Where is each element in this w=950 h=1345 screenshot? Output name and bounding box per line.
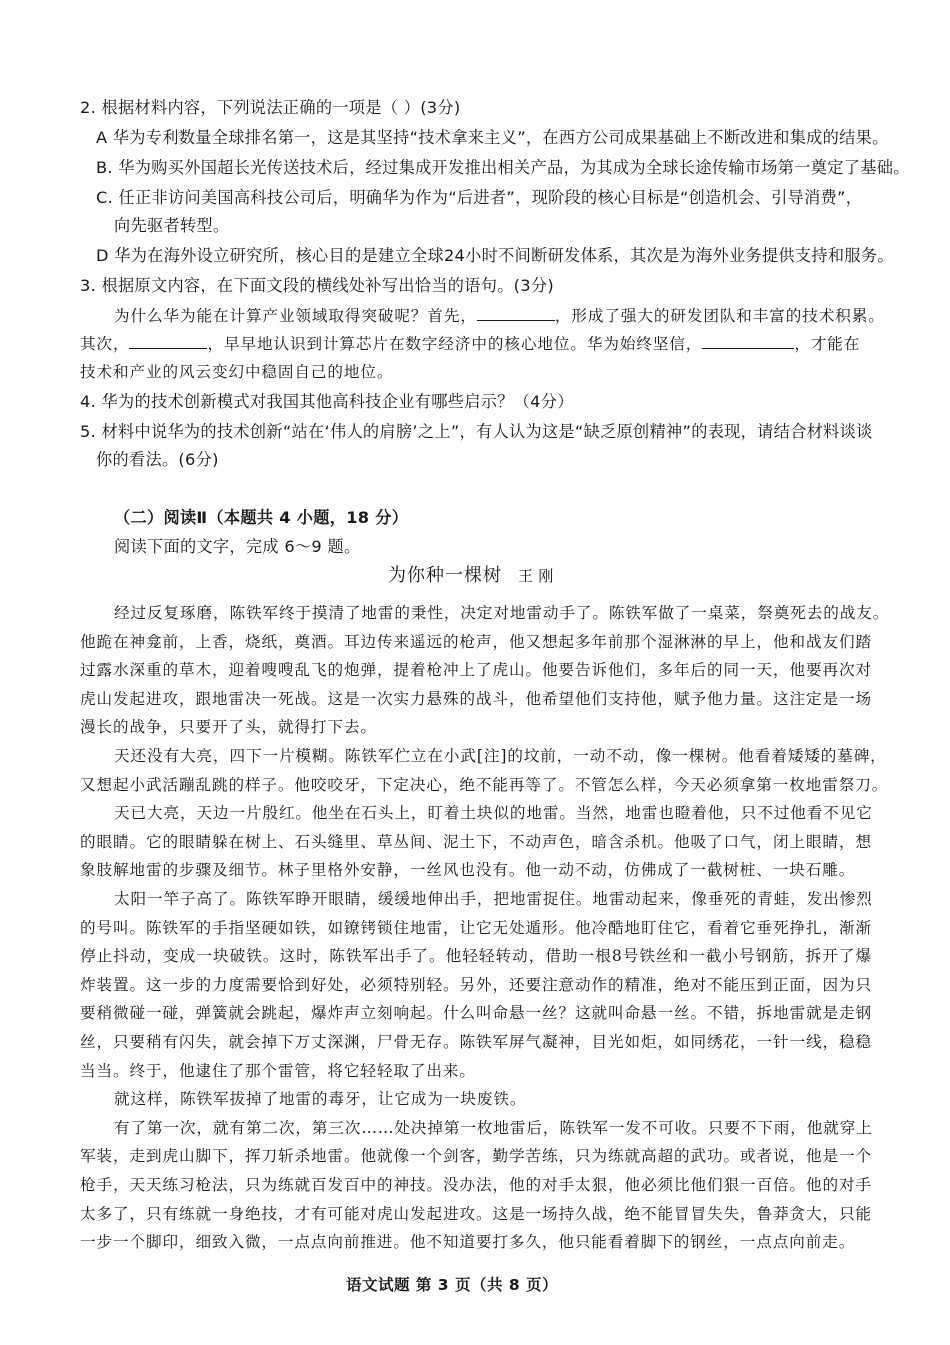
story-line: 枪手，天天练习枪法，只为练就百发百中的神技。没办法，他的对手太狠，他必须比他们狠一百倍。他的对手	[80, 1176, 872, 1194]
q3-text-1a: 为什么华为能在计算产业领域取得突破呢？首先，	[114, 307, 477, 325]
q3-line-3: 技术和产业的风云变幻中稳固自己的地位。	[80, 363, 394, 381]
story-line: 就这样，陈铁军拔掉了地雷的毒牙，让它成为一块废铁。	[114, 1090, 527, 1109]
story-line: 象肢解地雷的步骤及细节。林子里格外安静，一丝风也没有。他一动不动，仿佛成了一截树桩、一块石雕。	[80, 861, 856, 880]
story-line: 一步一个脚印，细致入微，一点点向前推进。他不知道要打多久，他只能看着脚下的钢丝，一点点向前走。	[80, 1233, 856, 1252]
q3-stem: 3. 根据原文内容，在下面文段的横线处补写出恰当的语句。(3分)	[80, 276, 554, 295]
q3-line-2	[80, 334, 860, 354]
story-line: 太阳一竿子高了。陈铁军睁开眼睛，缓缓地伸出手，把地雷捉住。地雷动起来，像垂死的青蛙，发出惨烈	[114, 890, 873, 908]
q2-option-c-cont: 向先驱者转型。	[114, 216, 230, 235]
story-line: 天已大亮，天边一片殷红。他坐在石头上，盯着土块似的地雷。当然，地雷也瞪着他，只不过他看不见它	[114, 804, 873, 823]
story-line: 的号叫。陈铁军的手指坚硬如铁，如镣铐锁住地雷，让它无处遁形。他冷酷地盯住它，看着它垂死挣扎，渐渐	[80, 918, 872, 937]
page-footer: 语文试题 第 3 页（共 8 页）	[346, 1276, 559, 1294]
q4-text: 4. 华为的技术创新模式对我国其他高科技企业有哪些启示？（4分）	[80, 392, 574, 411]
story-line: 当当。终于，他逮住了那个雷管，将它轻轻取了出来。	[80, 1061, 476, 1080]
story-line: 的眼睛。它的眼睛躲在树上、石头缝里、草丛间、泥土下，不动声色，暗含杀机。他吸了口气，闭上眼睛，想	[80, 832, 872, 851]
q2-option-c: C. 任正非访问美国高科技公司后，明确华为作为“后进者”，现阶段的核心目标是“创造机会、引导消费”，	[96, 188, 863, 207]
story-line: 又想起小武活蹦乱跳的样子。他咬咬牙，下定决心，绝不能再等了。不管怎么样，今天必须拿第一枚地雷祭刀。	[80, 775, 889, 794]
q5-line-1: 5. 材料中说华为的技术创新“站在‘伟人的肩膀’之上”，有人认为这是“缺乏原创精神”的表现，请结合材料谈谈	[80, 422, 873, 441]
story-title: 为你种一棵树	[388, 565, 502, 586]
q2-stem: 2. 根据材料内容，下列说法正确的一项是（ ）(3分)	[80, 98, 461, 117]
story-line: 过露水深重的草木，迎着嗖嗖乱飞的炮弹，提着枪冲上了虎山。他要告诉他们，多年后的同一天，他要再次对	[80, 661, 872, 680]
story-author: 王 刚	[518, 567, 554, 585]
story-line: 有了第一次，就有第二次，第三次……处决掉第一枚地雷后，陈铁军一发不可收。只要不下雨，他就穿上	[114, 1118, 873, 1137]
q3-blank-2[interactable]	[129, 334, 207, 349]
q3-line-1	[114, 306, 885, 326]
q3-text-2c: ，才能在	[794, 335, 861, 353]
q2-option-a: A 华为专利数量全球排名第一，这是其坚持“技术拿来主义”，在西方公司成果基础上不断改进和集成的结果。	[96, 128, 889, 147]
q3-blank-3[interactable]	[702, 334, 794, 349]
q2-option-b: B. 华为购买外国超长光传送技术后，经过集成开发推出相关产品，为其成为全球长途传输市场第一奠定了基础。	[96, 158, 910, 177]
story-line: 经过反复琢磨，陈铁军终于摸清了地雷的秉性，决定对地雷动手了。陈铁军做了一桌菜，祭奠死去的战友。	[114, 604, 890, 622]
q3-text-2b: ，早早地认识到计算芯片在数字经济中的核心地位。华为始终坚信，	[207, 335, 703, 353]
story-line: 虎山发起进攻，跟地雷决一死战。这是一次实力悬殊的战斗，他希望他们支持他，赋予他力量。这注定是一场	[80, 689, 872, 708]
story-title-line	[388, 566, 554, 586]
q3-text-2a: 其次，	[80, 335, 130, 353]
story-line: 他跪在神龛前，上香，烧纸，奠酒。耳边传来遥远的枪声，他又想起多年前那个湿淋淋的早上，他和战友们踏	[80, 632, 872, 651]
story-line: 天还没有大亮，四下一片模糊。陈铁军伫立在小武[注]的坟前，一动不动，像一棵树。他看着矮矮的墓碑，	[114, 747, 887, 765]
story-line: 炸装置。这一步的力度需要恰到好处，必须特别轻。另外，还要注意动作的精准，绝对不能压到正面，因为只	[80, 975, 872, 994]
story-line: 要稍微碰一碰，弹簧就会跳起，爆炸声立刻响起。什么叫命悬一丝？这就叫命悬一丝。不错，拆地雷就是走钢	[80, 1004, 872, 1023]
q3-blank-1[interactable]	[477, 306, 555, 321]
story-line: 太多了，只有练就一身绝技，才有可能对虎山发起进攻。这是一场持久战，绝不能冒冒失失，鲁莽贪大，只能	[80, 1204, 872, 1223]
story-line: 丝，只要稍有闪失，就会掉下万丈深渊，尸骨无存。陈铁军屏气凝神，目光如炬，如同绣花，一针一线，稳稳	[80, 1033, 872, 1051]
section-instruction: 阅读下面的文字，完成 6～9 题。	[114, 537, 361, 556]
q3-text-1b: ，形成了强大的研发团队和丰富的技术积累。	[554, 307, 885, 325]
story-line: 停止抖动，变成一块破铁。这时，陈铁军出手了。他轻轻转动，借助一根8号铁丝和一截小号钢筋，拆开了爆	[80, 947, 872, 966]
section-header: （二）阅读Ⅱ（本题共 4 小题，18 分）	[114, 508, 409, 527]
q5-line-2: 你的看法。(6分)	[96, 450, 219, 469]
q2-option-d: D 华为在海外设立研究所，核心目的是建立全球24小时不间断研发体系，其次是为海外业务提供支持和服务。	[96, 246, 894, 265]
story-line: 军装，走到虎山脚下，挥刀斩杀地雷。他就像一个剑客，勤学苦练，只为练就高超的武功。或者说，他是一个	[80, 1147, 872, 1166]
story-line: 漫长的战争，只要开了头，就得打下去。	[80, 718, 377, 737]
